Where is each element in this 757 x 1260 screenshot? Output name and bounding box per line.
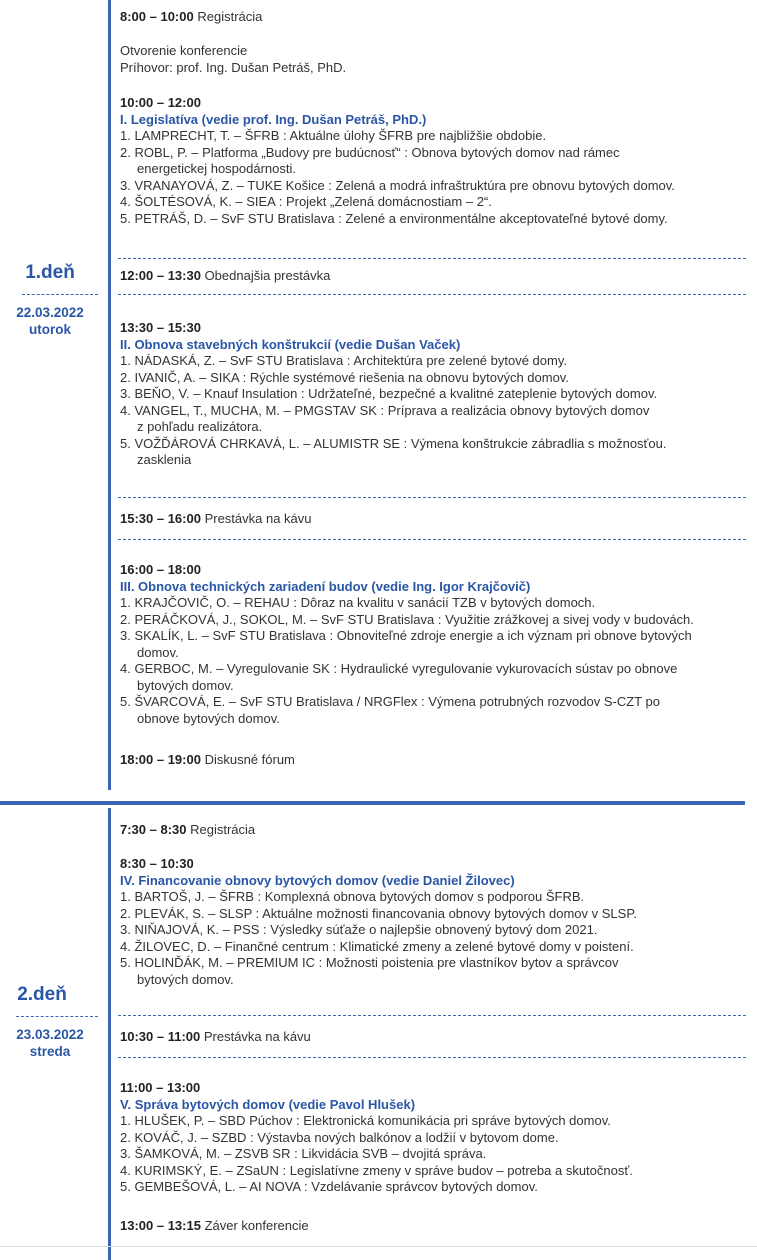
session-legislation bbox=[120, 95, 750, 227]
session-title: IV. Financovanie obnovy bytových domov (vedie Daniel Žilovec) bbox=[120, 872, 515, 888]
talk-item-continued: domov. bbox=[137, 644, 179, 660]
event-text: Obednajšia prestávka bbox=[200, 268, 331, 283]
dashed-divider bbox=[118, 294, 746, 295]
dashed-divider bbox=[118, 258, 746, 259]
day1-number: 1.deň bbox=[25, 262, 75, 283]
talk-item: 1. BARTOŠ, J. – ŠFRB : Komplexná obnova bytových domov s podporou ŠFRB. bbox=[120, 889, 585, 904]
session-time: 11:00 – 13:00 bbox=[120, 1080, 201, 1095]
time-label: 8:00 – 10:00 bbox=[120, 9, 194, 24]
talk-item: 4. ŽILOVEC, D. – Finančné centrum : Klimatické zmeny a zelené bytové domy v poistení. bbox=[120, 938, 634, 954]
talk-item: 3. ŠAMKOVÁ, M. – ZSVB SR : Likvidácia SVB – dvojitá správa. bbox=[120, 1146, 487, 1161]
talk-item: 5. GEMBEŠOVÁ, L. – AI NOVA : Vzdelávanie správcov bytových domov. bbox=[120, 1179, 538, 1194]
day1-registration bbox=[120, 9, 750, 26]
talk-item-continued: energetickej hospodárnosti. bbox=[137, 161, 296, 176]
time-label: 13:00 – 13:15 bbox=[120, 1218, 201, 1233]
time-label: 12:00 – 13:30 bbox=[120, 268, 201, 283]
page-bottom-rule bbox=[0, 1246, 757, 1247]
talk-item: 5. VOŽĎÁROVÁ CHRKAVÁ, L. – ALUMISTR SE : Výmena konštrukcie zábradlia s možnosťou. bbox=[120, 435, 667, 451]
talk-item: 1. LAMPRECHT, T. – ŠFRB : Aktuálne úlohy ŠFRB pre najbližšie obdobie. bbox=[120, 128, 547, 143]
talk-item: 4. KURIMSKÝ, E. – ZSaUN : Legislatívne zmeny v správe budov – potreba a skutočnosť. bbox=[120, 1162, 633, 1178]
talk-item: 5. PETRÁŠ, D. – SvF STU Bratislava : Zelené a environmentálne akceptovateľné bytové domy. bbox=[120, 210, 668, 226]
conference-closing bbox=[120, 1218, 750, 1235]
talk-item: 2. ROBL, P. – Platforma „Budovy pre budúcnosť“ : Obnova bytových domov nad rámec bbox=[120, 144, 620, 160]
time-label: 10:30 – 11:00 bbox=[120, 1029, 201, 1044]
day1-opening bbox=[120, 43, 750, 76]
talk-item-continued: bytových domov. bbox=[137, 677, 234, 693]
talk-item: 4. VANGEL, T., MUCHA, M. – PMGSTAV SK : Príprava a realizácia obnovy bytových domov bbox=[120, 402, 650, 418]
day1-label bbox=[0, 262, 100, 284]
day2-label-divider bbox=[16, 1016, 98, 1017]
time-label: 18:00 – 19:00 bbox=[120, 752, 201, 767]
event-text: Záver konferencie bbox=[200, 1218, 309, 1233]
talk-item: 5. ŠVARCOVÁ, E. – SvF STU Bratislava / NRGFlex : Výmena potrubných rozvodov S-CZT po bbox=[120, 694, 660, 709]
day2-number: 2.deň bbox=[17, 984, 67, 1005]
talk-item: 4. GERBOC, M. – Vyregulovanie SK : Hydraulické vyregulovanie vykurovacích sústav po obnove bbox=[120, 661, 678, 676]
day2-registration bbox=[120, 822, 750, 839]
day-separator bbox=[0, 801, 745, 805]
talk-item: 3. NIŇAJOVÁ, K. – PSS : Výsledky súťaže o najlepšie obnovený bytový dom 2021. bbox=[120, 922, 598, 937]
day1-date: 22.03.2022 bbox=[16, 305, 84, 320]
talk-item-continued: zasklenia bbox=[137, 452, 192, 467]
session-financing bbox=[120, 856, 750, 988]
session-technical-equipment bbox=[120, 562, 750, 727]
day2-timeline-rule bbox=[108, 808, 111, 1260]
event-text: Prestávka na kávu bbox=[200, 1029, 311, 1044]
talk-item: 2. KOVÁČ, J. – SZBD : Výstavba nových balkónov a lodžií v bytovom dome. bbox=[120, 1129, 559, 1145]
talk-item: 3. BEŇO, V. – Knauf Insulation : Udržateľné, bezpečné a kvalitné zateplenie bytových domov. bbox=[120, 386, 658, 401]
talk-item: 2. IVANIČ, A. – SIKA : Rýchle systémové riešenia na obnovu bytových domov. bbox=[120, 369, 569, 385]
talk-item-continued: z pohľadu realizátora. bbox=[137, 419, 263, 434]
session-title: I. Legislatíva (vedie prof. Ing. Dušan Petráš, PhD.) bbox=[120, 111, 427, 127]
time-label: 15:30 – 16:00 bbox=[120, 511, 201, 526]
day1-timeline-rule bbox=[108, 0, 111, 790]
session-constructions bbox=[120, 320, 750, 469]
lunch-break bbox=[120, 268, 750, 285]
event-text: Registrácia bbox=[193, 9, 263, 24]
session-title: V. Správa bytových domov (vedie Pavol Hlušek) bbox=[120, 1096, 416, 1112]
talk-item: 2. PERÁČKOVÁ, J., SOKOL, M. – SvF STU Bratislava : Využitie zrážkovej a sivej vody v budovách. bbox=[120, 611, 694, 627]
talk-item: 5. HOLINĎÁK, M. – PREMIUM IC : Možnosti poistenia pre vlastníkov bytov a správcov bbox=[120, 955, 619, 970]
talk-item: 3. VRANAYOVÁ, Z. – TUKE Košice : Zelená a modrá infraštruktúra pre obnovu bytových domov. bbox=[120, 177, 675, 193]
dashed-divider bbox=[118, 497, 746, 498]
day2-date: 23.03.2022 bbox=[16, 1027, 84, 1042]
talk-item: 4. ŠOLTÉSOVÁ, K. – SIEA : Projekt „Zelená domácnostiam – 2“. bbox=[120, 194, 492, 209]
talk-item-continued: obnove bytových domov. bbox=[137, 710, 280, 726]
talk-item: 1. KRAJČOVIČ, O. – REHAU : Dôraz na kvalitu v sanácií TZB v bytových domoch. bbox=[120, 595, 596, 610]
dashed-divider bbox=[118, 1015, 746, 1016]
coffee-break-day2 bbox=[120, 1029, 750, 1046]
talk-item: 1. HLUŠEK, P. – SBD Púchov : Elektronická komunikácia pri správe bytových domov. bbox=[120, 1113, 611, 1128]
event-text: Diskusné fórum bbox=[200, 752, 295, 767]
day2-date-block bbox=[0, 1026, 100, 1060]
event-text: Registrácia bbox=[186, 822, 256, 837]
session-building-management bbox=[120, 1080, 750, 1196]
time-label: 7:30 – 8:30 bbox=[120, 822, 187, 837]
coffee-break-day1 bbox=[120, 511, 750, 528]
dashed-divider bbox=[118, 539, 746, 540]
session-title: III. Obnova technických zariadení budov (vedie Ing. Igor Krajčovič) bbox=[120, 578, 531, 594]
session-time: 16:00 – 18:00 bbox=[120, 562, 201, 577]
talk-item: 3. SKALÍK, L. – SvF STU Bratislava : Obnoviteľné zdroje energie a ich význam pri obnove bytových bbox=[120, 628, 692, 643]
talk-item: 1. NÁDASKÁ, Z. – SvF STU Bratislava : Architektúra pre zelené bytové domy. bbox=[120, 353, 567, 368]
session-title: II. Obnova stavebných konštrukcií (vedie Dušan Vaček) bbox=[120, 336, 461, 352]
session-time: 10:00 – 12:00 bbox=[120, 95, 201, 110]
day2-label bbox=[0, 984, 92, 1006]
session-time: 8:30 – 10:30 bbox=[120, 856, 194, 871]
day1-date-block bbox=[0, 304, 100, 338]
talk-item-continued: bytových domov. bbox=[137, 971, 234, 987]
opening-line: Príhovor: prof. Ing. Dušan Petráš, PhD. bbox=[120, 59, 347, 75]
dashed-divider bbox=[118, 1057, 746, 1058]
day1-weekday: utorok bbox=[29, 322, 71, 337]
event-text: Prestávka na kávu bbox=[200, 511, 312, 526]
discussion-forum bbox=[120, 752, 750, 769]
talk-item: 2. PLEVÁK, S. – SLSP : Aktuálne možnosti financovania obnovy bytových domov v SLSP. bbox=[120, 905, 637, 921]
session-time: 13:30 – 15:30 bbox=[120, 320, 201, 335]
day1-label-divider bbox=[22, 294, 98, 295]
day2-weekday: streda bbox=[29, 1044, 71, 1059]
opening-line: Otvorenie konferencie bbox=[120, 43, 248, 58]
